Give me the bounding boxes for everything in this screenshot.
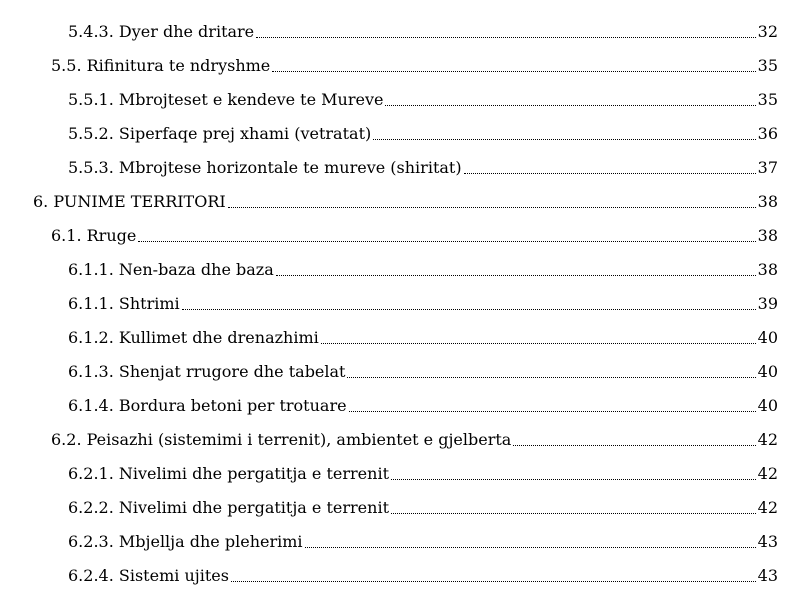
toc-dot-leader [182, 309, 756, 310]
toc-entry[interactable] [68, 148, 778, 178]
toc-dot-leader [373, 139, 755, 140]
toc-entry-title: 6.1.4. Bordura betoni per trotuare [68, 396, 347, 415]
toc-entry-title: 6.1. Rruge [51, 226, 137, 245]
toc-dot-leader [385, 105, 755, 106]
toc-entry-page: 35 [757, 56, 778, 75]
toc-entry-title: 5.5. Rifinitura te ndryshme [51, 56, 271, 75]
toc-entry-page: 40 [757, 362, 778, 381]
toc-dot-leader [391, 513, 756, 514]
toc-dot-leader [231, 581, 756, 582]
toc-entry-title: 6.2.4. Sistemi ujites [68, 566, 229, 585]
toc-dot-leader [276, 275, 756, 276]
toc-entry-title: 5.5.1. Mbrojteset e kendeve te Mureve [68, 90, 384, 109]
toc-entry-title: 6. PUNIME TERRITORI [33, 192, 226, 211]
toc-entry[interactable] [68, 352, 778, 382]
toc-entry-title: 5.5.3. Mbrojtese horizontale te mureve (shiritat) [68, 158, 462, 177]
toc-entry-title: 6.1.1. Shtrimi [68, 294, 180, 313]
toc-entry-page: 35 [757, 90, 778, 109]
toc-entry[interactable] [68, 454, 778, 484]
toc-entry[interactable] [51, 216, 778, 246]
toc-entry[interactable] [68, 80, 778, 110]
toc-entry[interactable] [68, 12, 778, 42]
toc-entry-page: 40 [757, 396, 778, 415]
toc-entry-page: 42 [757, 430, 778, 449]
toc-entry-page: 32 [757, 22, 778, 41]
toc-entry-title: 6.2.3. Mbjellja dhe pleherimi [68, 532, 303, 551]
toc-dot-leader [321, 343, 756, 344]
toc-dot-leader [305, 547, 756, 548]
toc-dot-leader [256, 37, 755, 38]
toc-entry-page: 42 [757, 464, 778, 483]
toc-dot-leader [513, 445, 755, 446]
toc-dot-leader [272, 71, 755, 72]
toc-entry-title: 6.1.2. Kullimet dhe drenazhimi [68, 328, 319, 347]
toc-dot-leader [391, 479, 756, 480]
toc-entry-page: 38 [757, 192, 778, 211]
toc-entry-page: 37 [757, 158, 778, 177]
toc-entry[interactable] [68, 556, 778, 586]
toc-dot-leader [464, 173, 756, 174]
toc-entry[interactable] [33, 182, 778, 212]
toc-dot-leader [138, 241, 755, 242]
toc-entry-title: 6.1.3. Shenjat rrugore dhe tabelat [68, 362, 346, 381]
toc-entry-title: 5.5.2. Siperfaqe prej xhami (vetratat) [68, 124, 372, 143]
toc-dot-leader [349, 411, 756, 412]
toc-entry-page: 39 [757, 294, 778, 313]
toc-entry[interactable] [68, 318, 778, 348]
toc-entry-title: 5.4.3. Dyer dhe dritare [68, 22, 255, 41]
toc-entry-page: 43 [757, 566, 778, 585]
toc-entry-page: 42 [757, 498, 778, 517]
toc-entry[interactable] [68, 522, 778, 552]
toc-entry-page: 36 [757, 124, 778, 143]
toc-entry-page: 43 [757, 532, 778, 551]
toc-entry[interactable] [68, 250, 778, 280]
toc-entry-page: 40 [757, 328, 778, 347]
toc-entry[interactable] [68, 386, 778, 416]
toc-entry-page: 38 [757, 226, 778, 245]
toc-entry-title: 6.2.1. Nivelimi dhe pergatitja e terrenit [68, 464, 389, 483]
toc-entry[interactable] [51, 46, 778, 76]
toc-entry[interactable] [68, 114, 778, 144]
toc-entry-page: 38 [757, 260, 778, 279]
toc-dot-leader [347, 377, 755, 378]
toc-entry-title: 6.1.1. Nen-baza dhe baza [68, 260, 274, 279]
toc-entry[interactable] [68, 488, 778, 518]
toc-entry-title: 6.2. Peisazhi (sistemimi i terrenit), ambientet e gjelberta [51, 430, 512, 449]
toc-entry[interactable] [51, 420, 778, 450]
toc-entry[interactable] [68, 284, 778, 314]
toc-entry-title: 6.2.2. Nivelimi dhe pergatitja e terrenit [68, 498, 389, 517]
toc-dot-leader [228, 207, 756, 208]
